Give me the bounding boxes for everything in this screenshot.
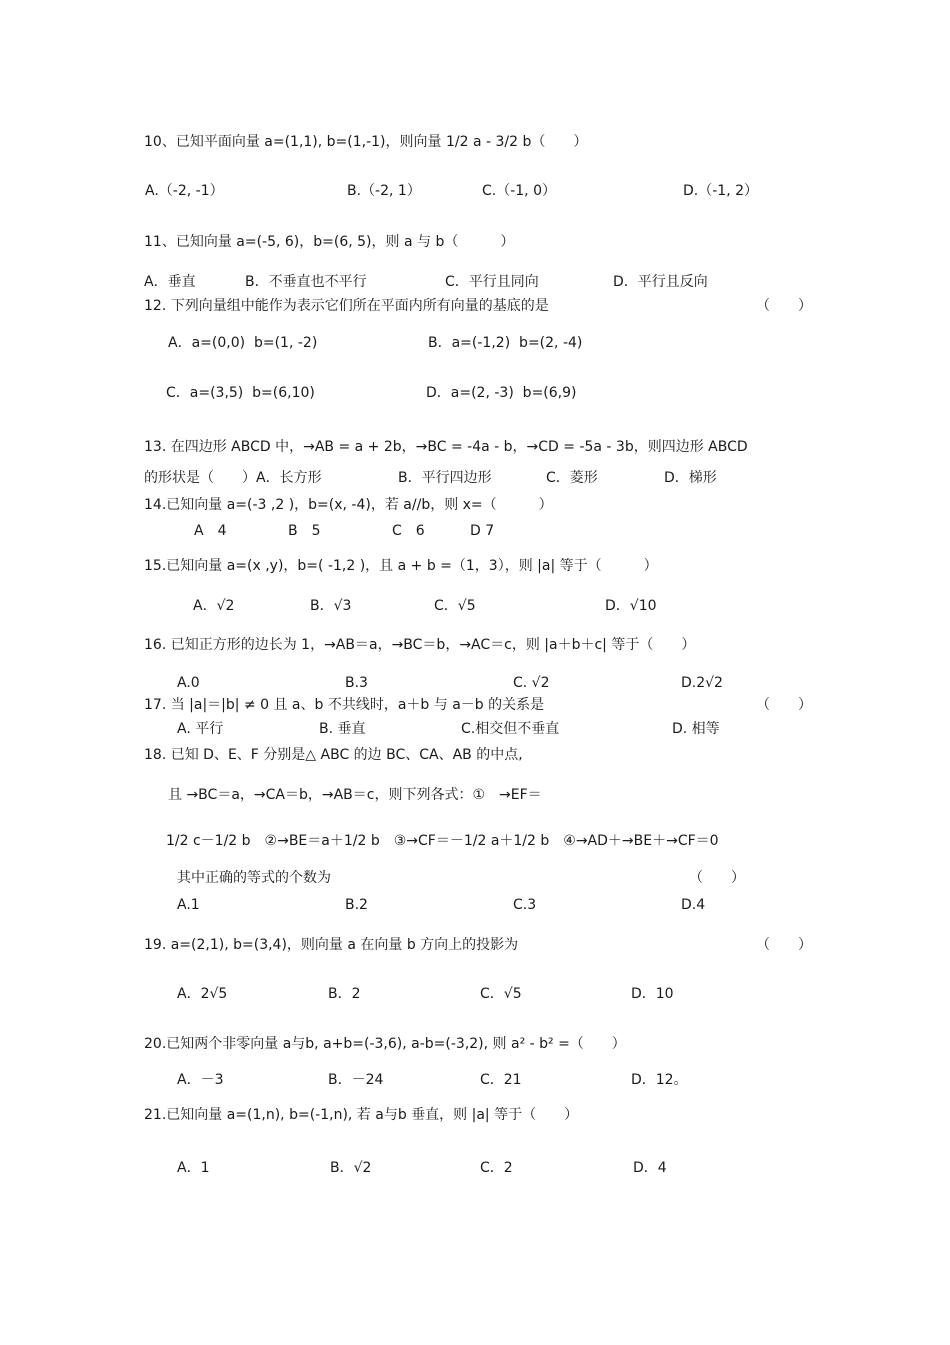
q18-answer-blank: （ ） <box>689 870 745 886</box>
q20-option-a: A．－3 <box>177 1072 224 1088</box>
q19-answer-blank: （ ） <box>756 937 812 953</box>
q19-option-b: B．2 <box>328 986 361 1002</box>
q10-option-c: C.（-1, 0） <box>482 183 556 199</box>
q18-question: 其中正确的等式的个数为 <box>177 870 331 886</box>
q10-option-d: D.（-1, 2） <box>683 183 758 199</box>
q14-option-d: D 7 <box>470 523 495 539</box>
q18-givens: 且 →BC＝a，→CA＝b，→AB＝c，则下列各式：① →EF＝ <box>168 787 542 803</box>
q16-option-c: C. √2 <box>513 675 550 691</box>
q16-option-a: A.0 <box>177 675 200 691</box>
q16-option-d: D.2√2 <box>681 675 723 691</box>
q20-option-c: C．21 <box>480 1072 522 1088</box>
q15-option-d: D．√10 <box>605 598 657 614</box>
q18-statements: 1/2 c－1/2 b ②→BE＝a＋1/2 b ③→CF＝－1/2 a＋1/2 b ④→AD＋→BE＋→CF＝0 <box>166 833 719 849</box>
q14-option-b: B 5 <box>288 523 321 539</box>
q17-option-b: B. 垂直 <box>319 721 366 737</box>
q18-option-d: D.4 <box>681 897 706 913</box>
q15-option-c: C．√5 <box>434 598 476 614</box>
q17-option-c: C.相交但不垂直 <box>461 721 560 737</box>
q19-option-a: A．2√5 <box>177 986 228 1002</box>
q17-option-d: D. 相等 <box>672 721 720 737</box>
q12-option-d: D．a=(2, -3) b=(6,9) <box>426 385 577 401</box>
q11-option-b: B．不垂直也不平行 <box>245 274 367 290</box>
q11-option-d: D．平行且反向 <box>613 274 708 290</box>
q21-option-b: B．√2 <box>330 1160 372 1176</box>
q10-option-b: B.（-2, 1） <box>347 183 421 199</box>
q12-option-b: B．a=(-1,2) b=(2, -4) <box>428 335 583 351</box>
q11-stem: 11、已知向量 a=(-5, 6)，b=(6, 5)，则 a 与 b（ ） <box>144 234 515 250</box>
q15-stem: 15.已知向量 a=(x ,y)，b=( -1,2 )，且 a + b =（1，3），则 |a| 等于（ ） <box>144 558 658 574</box>
q21-option-c: C．2 <box>480 1160 513 1176</box>
q13-option-b: B．平行四边形 <box>398 470 492 486</box>
q13-stem-cont: 的形状是（ ）A．长方形 <box>144 470 322 486</box>
q19-option-d: D．10 <box>631 986 674 1002</box>
q13-option-d: D．梯形 <box>664 470 717 486</box>
q17-option-a: A. 平行 <box>177 721 224 737</box>
q21-option-a: A．1 <box>177 1160 210 1176</box>
q20-option-b: B．－24 <box>328 1072 384 1088</box>
q11-option-c: C．平行且同向 <box>445 274 539 290</box>
q19-option-c: C．√5 <box>480 986 522 1002</box>
q10-stem: 10、已知平面向量 a=(1,1), b=(1,-1)，则向量 1/2 a - 3/2 b（ ） <box>144 134 588 150</box>
q12-answer-blank: （ ） <box>756 298 812 314</box>
q18-option-b: B.2 <box>345 897 368 913</box>
q15-option-a: A．√2 <box>193 598 235 614</box>
q17-stem: 17. 当 |a|＝|b| ≠ 0 且 a、b 不共线时，a＋b 与 a－b 的关系是 <box>144 697 545 713</box>
q21-option-d: D．4 <box>633 1160 667 1176</box>
q18-option-c: C.3 <box>513 897 537 913</box>
q16-stem: 16. 已知正方形的边长为 1，→AB＝a，→BC＝b，→AC＝c，则 |a＋b＋c| 等于（ ） <box>144 637 696 653</box>
q12-stem: 12. 下列向量组中能作为表示它们所在平面内所有向量的基底的是 <box>144 298 549 314</box>
q10-option-a: A.（-2, -1） <box>145 183 224 199</box>
q21-stem: 21.已知向量 a=(1,n), b=(-1,n), 若 a与b 垂直，则 |a| 等于（ ） <box>144 1107 579 1123</box>
q20-stem: 20.已知两个非零向量 a与b, a+b=(-3,6), a-b=(-3,2), 则 a² - b² =（ ） <box>144 1036 626 1052</box>
q18-stem: 18. 已知 D、E、F 分别是△ ABC 的边 BC、CA、AB 的中点, <box>144 747 523 763</box>
q14-option-a: A 4 <box>194 523 227 539</box>
q12-option-c: C．a=(3,5) b=(6,10) <box>166 385 315 401</box>
q16-option-b: B.3 <box>345 675 368 691</box>
q14-stem: 14.已知向量 a=(-3 ,2 )，b=(x, -4)，若 a//b，则 x=（ ） <box>144 497 553 513</box>
q17-answer-blank: （ ） <box>756 697 812 713</box>
q13-option-c: C．菱形 <box>546 470 598 486</box>
q19-stem: 19. a=(2,1), b=(3,4)，则向量 a 在向量 b 方向上的投影为 <box>144 937 519 953</box>
q11-option-a: A．垂直 <box>144 274 196 290</box>
q15-option-b: B．√3 <box>310 598 352 614</box>
q13-stem: 13. 在四边形 ABCD 中，→AB = a + 2b，→BC = -4a - b，→CD = -5a - 3b，则四边形 ABCD <box>144 439 748 455</box>
q14-option-c: C 6 <box>392 523 425 539</box>
q12-option-a: A．a=(0,0) b=(1, -2) <box>168 335 318 351</box>
q20-option-d: D．12。 <box>631 1072 688 1088</box>
q18-option-a: A.1 <box>177 897 200 913</box>
